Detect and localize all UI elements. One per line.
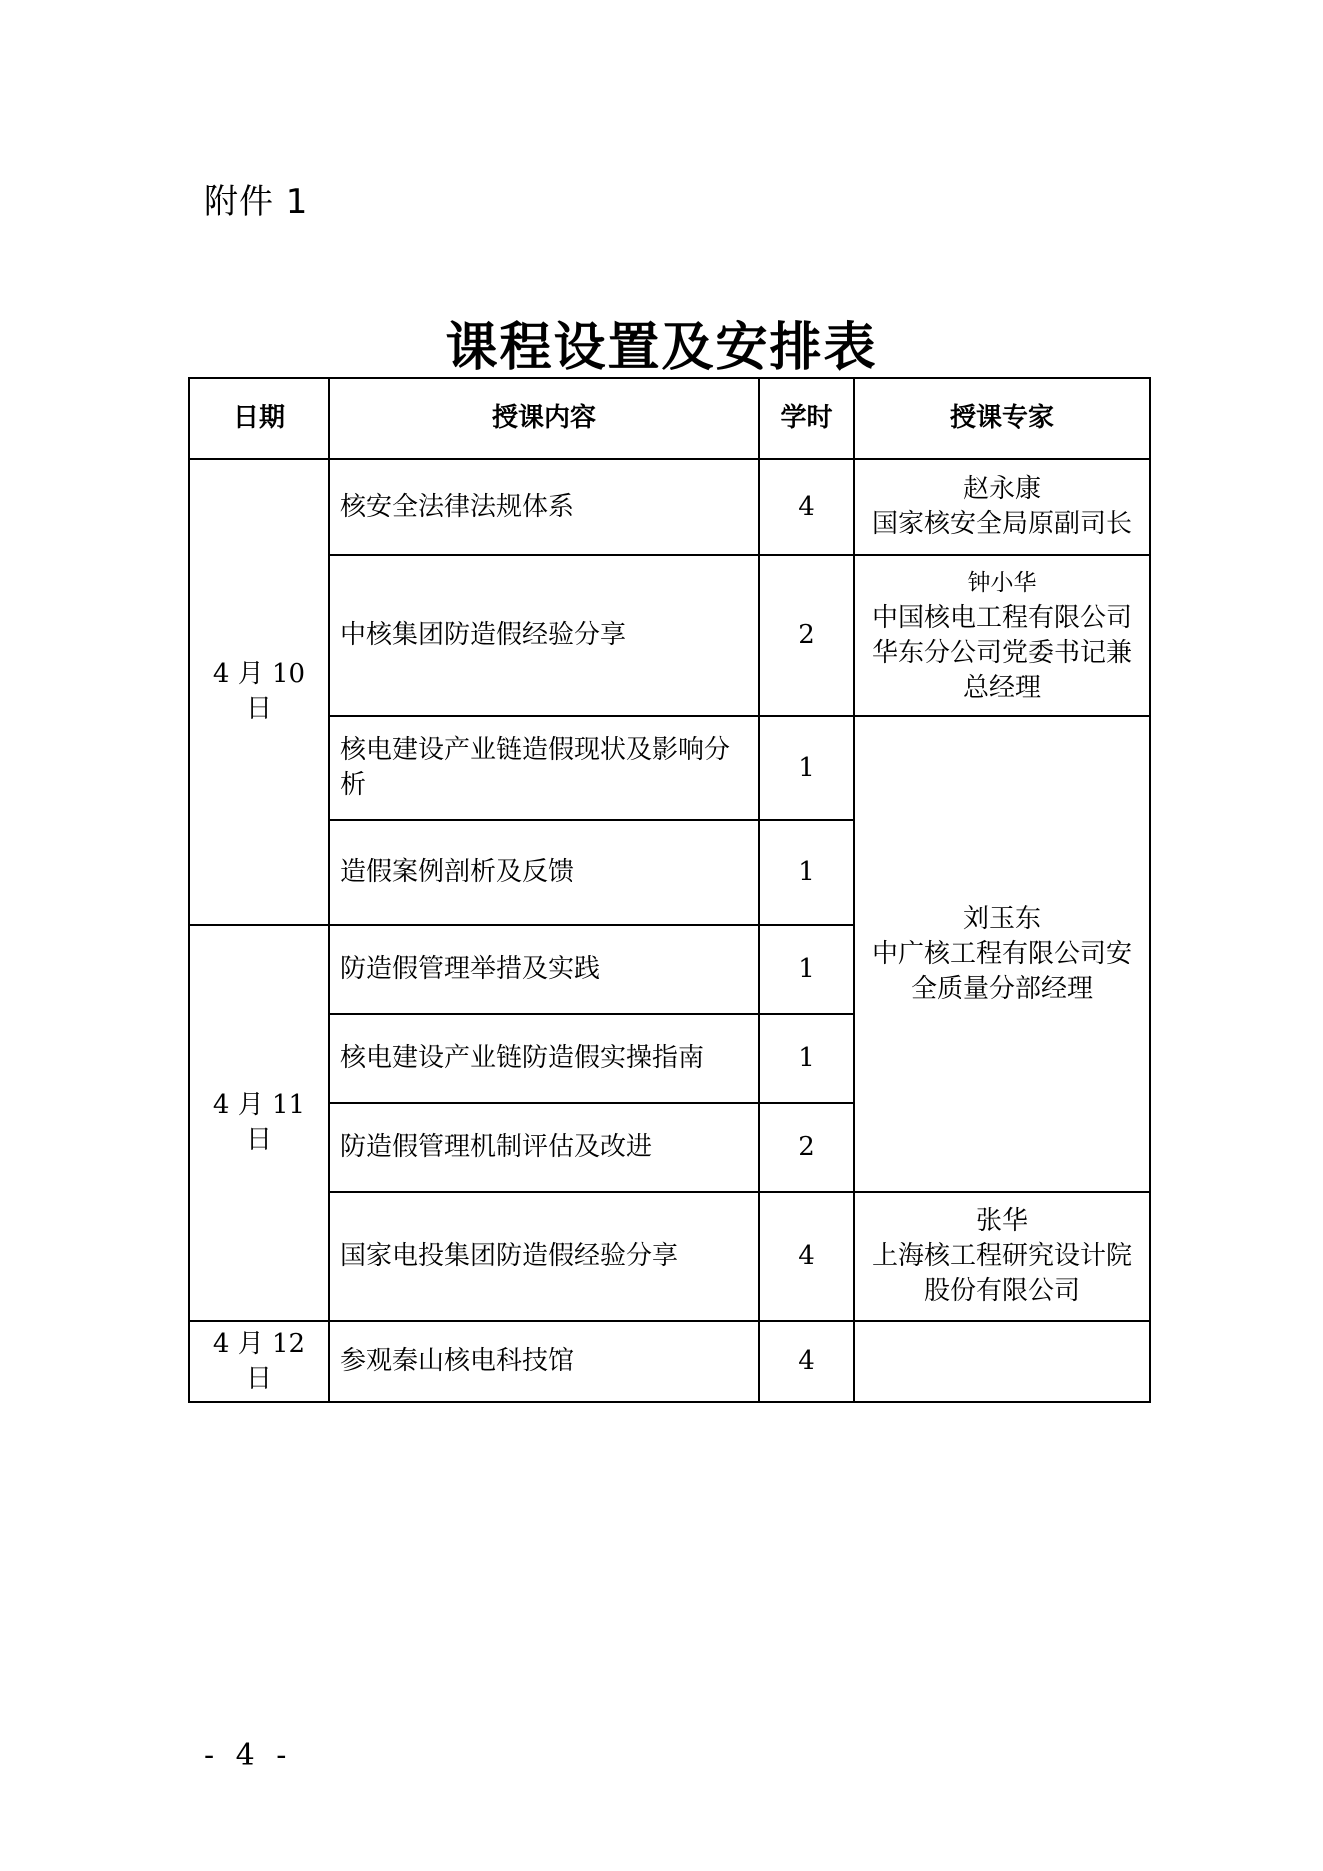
- expert-name: 钟小华: [967, 569, 1037, 596]
- expert-cell: [854, 1192, 1150, 1321]
- content-cell: 核电建设产业链防造假实操指南: [329, 1014, 759, 1103]
- expert-title: 上海核工程研究设计院股份有限公司: [871, 1241, 1132, 1306]
- hours-cell: 4: [759, 1321, 854, 1402]
- content-cell: 中核集团防造假经验分享: [329, 555, 759, 716]
- header-expert: 授课专家: [854, 378, 1150, 459]
- hours-cell: 2: [759, 555, 854, 716]
- content-cell: 国家电投集团防造假经验分享: [329, 1192, 759, 1321]
- header-date: 日期: [189, 378, 329, 459]
- course-schedule-table: [188, 377, 1151, 1403]
- expert-cell: [854, 1321, 1150, 1402]
- header-hours: 学时: [759, 378, 854, 459]
- hours-cell: 1: [759, 925, 854, 1014]
- hours-cell: 4: [759, 459, 854, 555]
- content-cell: 参观秦山核电科技馆: [329, 1321, 759, 1402]
- table-row: [189, 555, 1150, 716]
- expert-title: 中国核电工程有限公司华东分公司党委书记兼总经理: [871, 602, 1132, 703]
- expert-title: 国家核安全局原副司长: [871, 509, 1132, 539]
- table-row: [189, 1321, 1150, 1402]
- hours-cell: 2: [759, 1103, 854, 1192]
- page-number: - 4 -: [204, 1738, 293, 1773]
- table-row: [189, 1192, 1150, 1321]
- table-header-row: [189, 378, 1150, 459]
- expert-cell: [854, 716, 1150, 1192]
- hours-cell: 1: [759, 1014, 854, 1103]
- table-row: [189, 459, 1150, 555]
- content-cell: 核安全法律法规体系: [329, 459, 759, 555]
- document-title: 课程设置及安排表: [445, 317, 878, 378]
- content-cell: 防造假管理举措及实践: [329, 925, 759, 1014]
- date-cell: 4 月 11 日: [189, 925, 329, 1321]
- table-row: [189, 716, 1150, 820]
- header-content: 授课内容: [329, 378, 759, 459]
- expert-name: 赵永康: [962, 474, 1041, 504]
- expert-cell: [854, 459, 1150, 555]
- hours-cell: 4: [759, 1192, 854, 1321]
- hours-cell: 1: [759, 716, 854, 820]
- expert-cell: [854, 555, 1150, 716]
- date-cell: 4 月 12 日: [189, 1321, 329, 1402]
- expert-name: 张华: [975, 1206, 1028, 1236]
- content-cell: 防造假管理机制评估及改进: [329, 1103, 759, 1192]
- content-cell: 核电建设产业链造假现状及影响分析: [329, 716, 759, 820]
- expert-title: 中广核工程有限公司安全质量分部经理: [871, 938, 1132, 1004]
- content-cell: 造假案例剖析及反馈: [329, 820, 759, 925]
- date-cell: 4 月 10 日: [189, 459, 329, 925]
- expert-name: 刘玉东: [962, 903, 1041, 934]
- attachment-label: 附件 1: [204, 182, 309, 222]
- hours-cell: 1: [759, 820, 854, 925]
